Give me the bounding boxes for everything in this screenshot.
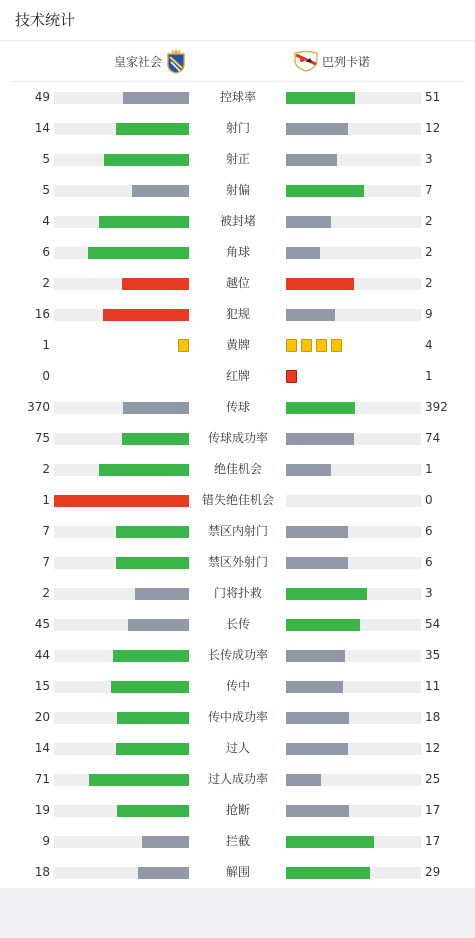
stat-row: [0, 857, 475, 888]
stat-label: 射偏: [225, 183, 250, 197]
stat-row: [0, 609, 475, 640]
home-stat-value: 5: [42, 152, 50, 166]
away-stat-value: 9: [425, 307, 433, 321]
home-stat-value: 7: [42, 555, 50, 569]
away-team-crest-icon: [293, 50, 319, 72]
home-stat-value: 20: [34, 710, 50, 724]
away-stat-value: 17: [425, 834, 441, 848]
stat-label: 射正: [225, 152, 250, 166]
home-stat-bar: [54, 402, 189, 414]
away-stat-value: 1: [425, 369, 433, 383]
home-stat-bar-fill: [89, 774, 189, 786]
stat-label: 门将扑救: [213, 586, 262, 600]
away-stat-bar: [286, 805, 421, 817]
home-cards: [178, 339, 189, 352]
home-stat-value: 16: [34, 307, 50, 321]
away-stat-bar-fill: [286, 867, 370, 879]
away-stat-bar-fill: [286, 185, 364, 197]
stat-row: [0, 485, 475, 516]
home-stat-bar-fill: [116, 743, 189, 755]
home-stat-value: 2: [42, 276, 50, 290]
stat-label: 长传成功率: [207, 648, 268, 662]
home-team[interactable]: [114, 41, 190, 81]
home-stat-bar: [54, 588, 189, 600]
home-stat-bar: [54, 154, 189, 166]
away-stat-bar-fill: [286, 123, 348, 135]
stat-label: 传中成功率: [207, 710, 268, 724]
away-stat-bar-fill: [286, 681, 343, 693]
stat-row: [0, 330, 475, 361]
home-stat-bar-fill: [88, 247, 189, 259]
stat-label: 解围: [225, 865, 250, 879]
home-stat-bar: [54, 464, 189, 476]
stat-row: [0, 423, 475, 454]
home-stat-value: 0: [42, 369, 50, 383]
away-stat-bar-fill: [286, 650, 345, 662]
stat-row: [0, 113, 475, 144]
away-stat-bar-fill: [286, 526, 348, 538]
away-stat-bar-fill: [286, 557, 348, 569]
teams-header: [10, 41, 465, 82]
stat-label: 传球: [225, 400, 250, 414]
stat-label: 越位: [225, 276, 250, 290]
home-stat-bar: [54, 867, 189, 879]
home-stat-bar-fill: [117, 805, 189, 817]
away-stat-bar: [286, 464, 421, 476]
stat-row: [0, 671, 475, 702]
home-stat-bar: [54, 185, 189, 197]
home-stat-value: 45: [34, 617, 50, 631]
yellow-card-icon: [316, 339, 327, 352]
stat-row: [0, 702, 475, 733]
away-stat-value: 35: [425, 648, 441, 662]
stat-label: 角球: [225, 245, 250, 259]
away-stat-bar-fill: [286, 247, 320, 259]
home-stat-bar: [54, 650, 189, 662]
away-stat-value: 12: [425, 121, 441, 135]
away-stat-bar-fill: [286, 805, 349, 817]
home-stat-value: 5: [42, 183, 50, 197]
away-stat-value: 11: [425, 679, 441, 693]
stat-label: 过人: [225, 741, 250, 755]
stats-list: [0, 82, 475, 888]
home-stat-bar-fill: [122, 433, 190, 445]
home-stat-bar-fill: [117, 712, 189, 724]
away-stat-value: 25: [425, 772, 441, 786]
home-stat-value: 71: [34, 772, 50, 786]
away-stat-bar: [286, 712, 421, 724]
stat-label: 禁区外射门: [207, 555, 268, 569]
stat-row: [0, 299, 475, 330]
away-stat-bar-fill: [286, 309, 335, 321]
away-stat-bar-fill: [286, 588, 367, 600]
home-stat-value: 49: [34, 90, 50, 104]
away-stat-bar-fill: [286, 433, 354, 445]
away-team[interactable]: [290, 41, 370, 81]
home-stat-bar-fill: [123, 92, 189, 104]
away-stat-value: 0: [425, 493, 433, 507]
away-stat-bar: [286, 681, 421, 693]
home-stat-bar: [54, 557, 189, 569]
stat-row: [0, 516, 475, 547]
home-stat-bar-fill: [116, 123, 189, 135]
home-stat-value: 75: [34, 431, 50, 445]
home-stat-bar: [54, 681, 189, 693]
away-stat-bar: [286, 278, 421, 290]
away-stat-bar: [286, 402, 421, 414]
home-stat-bar-fill: [99, 216, 189, 228]
home-stat-bar-fill: [111, 681, 189, 693]
away-stat-bar: [286, 557, 421, 569]
stat-label: 犯规: [225, 307, 250, 321]
away-stat-value: 3: [425, 152, 433, 166]
away-stat-value: 18: [425, 710, 441, 724]
yellow-card-icon: [301, 339, 312, 352]
stat-row: [0, 361, 475, 392]
away-stat-bar: [286, 309, 421, 321]
yellow-card-icon: [178, 339, 189, 352]
stat-label: 过人成功率: [207, 772, 268, 786]
home-stat-bar-fill: [142, 836, 189, 848]
away-stat-value: 392: [425, 400, 448, 414]
stat-label: 拦截: [225, 834, 250, 848]
away-stat-bar: [286, 92, 421, 104]
away-stat-bar: [286, 867, 421, 879]
away-stat-value: 74: [425, 431, 441, 445]
away-cards: [286, 370, 297, 383]
stat-label: 红牌: [225, 369, 250, 383]
stat-row: [0, 144, 475, 175]
away-stat-bar: [286, 836, 421, 848]
away-stat-bar: [286, 154, 421, 166]
home-stat-bar: [54, 92, 189, 104]
home-stat-bar-fill: [116, 526, 189, 538]
home-stat-value: 6: [42, 245, 50, 259]
away-stat-value: 2: [425, 214, 433, 228]
home-stat-value: 15: [34, 679, 50, 693]
home-stat-value: 14: [34, 121, 50, 135]
home-stat-value: 14: [34, 741, 50, 755]
home-stat-bar: [54, 774, 189, 786]
stat-label: 射门: [225, 121, 250, 135]
home-stat-bar-fill: [116, 557, 189, 569]
stat-label: 传球成功率: [207, 431, 268, 445]
home-stat-bar-fill: [122, 278, 190, 290]
away-stat-bar-fill: [286, 464, 331, 476]
stat-label: 禁区内射门: [207, 524, 268, 538]
stat-row: [0, 237, 475, 268]
away-stat-value: 2: [425, 245, 433, 259]
stat-label: 错失绝佳机会: [201, 493, 274, 507]
home-stat-bar-fill: [104, 154, 189, 166]
stat-label: 长传: [225, 617, 250, 631]
home-stat-value: 2: [42, 462, 50, 476]
away-stat-bar-fill: [286, 402, 355, 414]
away-stat-bar-fill: [286, 154, 337, 166]
away-stat-value: 6: [425, 524, 433, 538]
home-stat-bar-fill: [132, 185, 189, 197]
home-stat-bar: [54, 495, 189, 507]
stat-row: [0, 640, 475, 671]
away-stat-value: 4: [425, 338, 433, 352]
home-stat-bar: [54, 433, 189, 445]
home-stat-value: 7: [42, 524, 50, 538]
away-stat-bar: [286, 433, 421, 445]
stat-row: [0, 175, 475, 206]
home-stat-value: 370: [27, 400, 50, 414]
away-stat-value: 54: [425, 617, 441, 631]
stat-row: [0, 733, 475, 764]
away-stat-value: 6: [425, 555, 433, 569]
home-stat-bar: [54, 712, 189, 724]
away-stat-bar-fill: [286, 92, 355, 104]
away-stat-bar-fill: [286, 836, 374, 848]
away-stat-bar: [286, 216, 421, 228]
home-stat-value: 4: [42, 214, 50, 228]
away-stat-value: 3: [425, 586, 433, 600]
home-stat-value: 9: [42, 834, 50, 848]
stat-row: [0, 454, 475, 485]
home-stat-bar: [54, 247, 189, 259]
home-stat-bar: [54, 216, 189, 228]
stat-label: 绝佳机会: [213, 462, 262, 476]
stat-label: 传中: [225, 679, 250, 693]
home-stat-bar: [54, 805, 189, 817]
away-stat-bar: [286, 526, 421, 538]
away-stat-bar-fill: [286, 774, 321, 786]
away-stat-bar-fill: [286, 712, 349, 724]
home-stat-bar: [54, 743, 189, 755]
home-stat-value: 1: [42, 493, 50, 507]
stat-row: [0, 547, 475, 578]
stat-row: [0, 826, 475, 857]
home-stat-bar-fill: [99, 464, 189, 476]
home-stat-bar: [54, 278, 189, 290]
home-stat-bar-fill: [123, 402, 189, 414]
home-team-name: 皇家社会: [114, 54, 163, 69]
stat-row: [0, 206, 475, 237]
home-stat-value: 18: [34, 865, 50, 879]
home-stat-value: 2: [42, 586, 50, 600]
home-stat-value: 44: [34, 648, 50, 662]
away-stat-bar-fill: [286, 278, 354, 290]
home-stat-value: 1: [42, 338, 50, 352]
away-stat-value: 29: [425, 865, 441, 879]
home-stat-bar-fill: [138, 867, 189, 879]
home-stat-bar-fill: [135, 588, 189, 600]
away-stat-bar: [286, 185, 421, 197]
home-stat-bar: [54, 123, 189, 135]
home-stat-bar-fill: [128, 619, 189, 631]
stat-label: 控球率: [219, 90, 256, 104]
home-stat-bar: [54, 526, 189, 538]
away-stat-value: 51: [425, 90, 441, 104]
away-stat-bar: [286, 650, 421, 662]
stat-row: [0, 82, 475, 113]
away-stat-bar: [286, 123, 421, 135]
yellow-card-icon: [331, 339, 342, 352]
home-stat-bar-fill: [54, 495, 189, 507]
away-stat-value: 1: [425, 462, 433, 476]
red-card-icon: [286, 370, 297, 383]
home-stat-bar-fill: [103, 309, 189, 321]
away-cards: [286, 339, 342, 352]
home-stat-bar: [54, 619, 189, 631]
away-stat-value: 2: [425, 276, 433, 290]
stat-row: [0, 392, 475, 423]
away-stat-value: 17: [425, 803, 441, 817]
yellow-card-icon: [286, 339, 297, 352]
home-stat-bar: [54, 309, 189, 321]
away-team-name: 巴列卡诺: [322, 54, 371, 69]
stat-label: 黄牌: [225, 338, 250, 352]
home-stat-value: 19: [34, 803, 50, 817]
away-stat-bar: [286, 247, 421, 259]
away-stat-value: 12: [425, 741, 441, 755]
stat-row: [0, 578, 475, 609]
away-stat-bar: [286, 588, 421, 600]
away-stat-bar: [286, 743, 421, 755]
stat-row: [0, 795, 475, 826]
away-stat-bar-fill: [286, 619, 360, 631]
stat-label: 被封堵: [219, 214, 256, 228]
stat-row: [0, 764, 475, 795]
away-stat-bar-fill: [286, 216, 331, 228]
home-stat-bar-fill: [113, 650, 189, 662]
away-stat-value: 7: [425, 183, 433, 197]
stat-label: 抢断: [225, 803, 250, 817]
away-stat-bar-fill: [286, 743, 348, 755]
away-stat-bar: [286, 495, 421, 507]
section-title: 技术统计: [0, 0, 475, 41]
stat-row: [0, 268, 475, 299]
away-stat-bar: [286, 774, 421, 786]
home-team-crest-icon: [165, 48, 187, 74]
away-stat-bar: [286, 619, 421, 631]
home-stat-bar: [54, 836, 189, 848]
